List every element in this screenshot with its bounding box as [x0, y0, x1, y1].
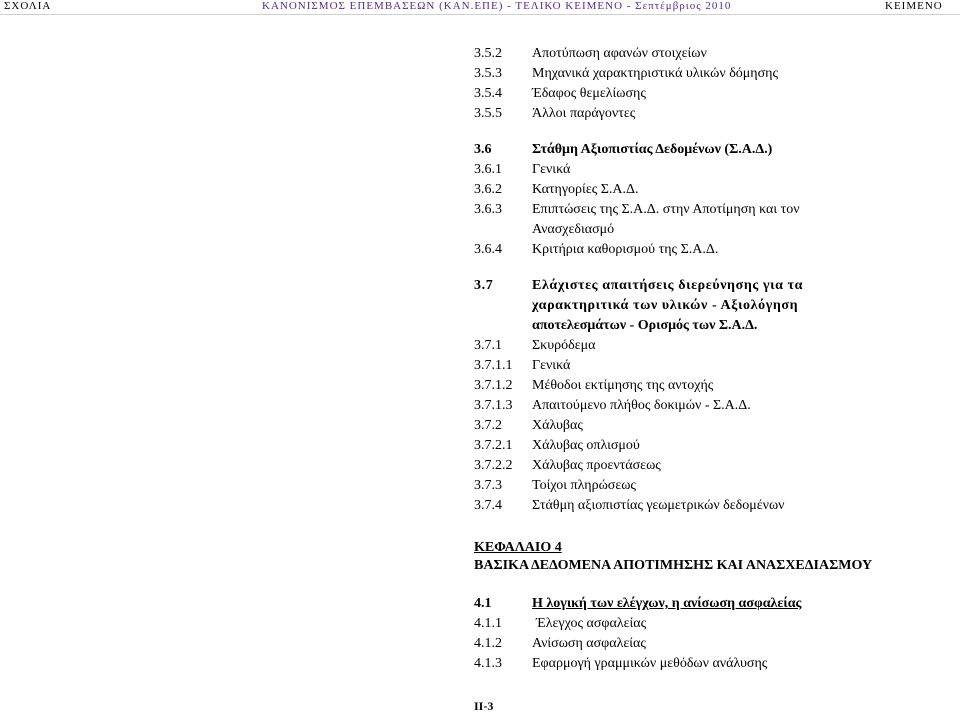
toc-entry-title: Η λογική των ελέγχων, η ανίσωση ασφαλείας: [532, 596, 802, 611]
toc-entry-3-6-1: [474, 160, 954, 180]
toc-section-3-7-continued-2: [474, 316, 954, 336]
toc-entry-title: Γενικά: [532, 358, 571, 373]
toc-entry-title: Τοίχοι πληρώσεως: [532, 478, 636, 493]
toc-entry-title: Κριτήρια καθορισμού της Σ.Α.Δ.: [532, 242, 719, 257]
toc-entry-3-5-4: [474, 84, 954, 104]
toc-entry-4-1-1: [474, 614, 954, 634]
toc-entry-number: 3.6.3: [474, 202, 502, 217]
toc-entry-title: χαρακτηριτικά των υλικών - Αξιολόγηση: [532, 298, 799, 313]
toc-entry-title: Έλεγχος ασφαλείας: [536, 616, 647, 631]
running-header: [0, 0, 960, 16]
toc-entry-3-7-1-3: [474, 396, 954, 416]
toc-entry-number: 3.7.2.2: [474, 458, 513, 473]
toc-entry-title: Χάλυβας οπλισμού: [532, 438, 640, 453]
toc-entry-3-6-2: [474, 180, 954, 200]
toc-entry-3-6-4: [474, 240, 954, 260]
page-number: ΙΙ-3: [474, 699, 494, 713]
toc-section-3-7-continued: [474, 296, 954, 316]
toc-entry-number: 3.7.1.3: [474, 398, 513, 413]
toc-entry-title: Μέθοδοι εκτίμησης της αντοχής: [532, 378, 714, 393]
toc-entry-3-6-3-continued: [474, 220, 954, 240]
toc-entry-title: Σκυρόδεμα: [532, 338, 596, 353]
toc-entry-title: Εφαρμογή γραμμικών μεθόδων ανάλυσης: [532, 656, 768, 671]
toc-entry-title: Στάθμη Αξιοπιστίας Δεδομένων (Σ.Α.Δ.): [532, 142, 773, 157]
toc-entry-number: 3.6: [474, 142, 492, 157]
header-divider: [0, 14, 960, 15]
toc-entry-number: 3.5.4: [474, 86, 502, 101]
toc-entry-3-7-2-2: [474, 456, 954, 476]
toc-entry-number: 3.7.4: [474, 498, 502, 513]
toc-entry-number: 3.6.2: [474, 182, 502, 197]
toc-entry-title: Χάλυβας προεντάσεως: [532, 458, 661, 473]
toc-entry-4-1-3: [474, 654, 954, 674]
toc-entry-3-7-2: [474, 416, 954, 436]
toc-entry-number: 4.1.3: [474, 656, 502, 671]
toc-entry-title: Χάλυβας: [532, 418, 583, 433]
toc-entry-title: Ελάχιστες απαιτήσεις διερεύνησης για τα: [532, 278, 804, 293]
header-document-title: ΚΑΝΟΝΙΣΜΟΣ ΕΠΕΜΒΑΣΕΩΝ (ΚΑΝ.ΕΠΕ) - ΤΕΛΙΚΟ ΚΕΙΜΕΝΟ - Σεπτέμβριος 2010: [262, 0, 732, 12]
toc-entry-number: 3.7.1: [474, 338, 502, 353]
toc-entry-number: 4.1.1: [474, 616, 502, 631]
toc-entry-3-6-3: [474, 200, 954, 220]
toc-entry-title: Ανίσωση ασφαλείας: [532, 636, 646, 651]
toc-entry-title: Ανασχεδιασμό: [532, 222, 615, 237]
toc-entry-3-7-1-1: [474, 356, 954, 376]
toc-entry-3-7-4: [474, 496, 954, 516]
toc-entry-title: Στάθμη αξιοπιστίας γεωμετρικών δεδομένων: [532, 498, 785, 513]
toc-entry-3-7-3: [474, 476, 954, 496]
toc-entry-4-1-2: [474, 634, 954, 654]
toc-entry-number: 3.6.1: [474, 162, 502, 177]
toc-entry-title: Απαιτούμενο πλήθος δοκιμών - Σ.Α.Δ.: [532, 398, 751, 413]
toc-entry-number: 3.6.4: [474, 242, 502, 257]
toc-entry-title: Γενικά: [532, 162, 571, 177]
toc-entry-number: 4.1.2: [474, 636, 502, 651]
toc-entry-number: 3.7.1.2: [474, 378, 513, 393]
toc-entry-title: Μηχανικά χαρακτηριστικά υλικών δόμησης: [532, 66, 779, 81]
chapter-label: ΚΕΦΑΛΑΙΟ 4: [474, 540, 562, 555]
header-right-label: ΚΕΙΜΕΝΟ: [885, 0, 943, 12]
toc-section-3-7: [474, 276, 954, 296]
toc-entry-number: 3.7: [474, 278, 494, 293]
toc-entry-title: αποτελεσμάτων - Ορισμός των Σ.Α.Δ.: [532, 318, 758, 333]
chapter-title: ΒΑΣΙΚΑ ΔΕΔΟΜΕΝΑ ΑΠΟΤΙΜΗΣΗΣ ΚΑΙ ΑΝΑΣΧΕΔΙΑΣΜΟΥ: [474, 558, 873, 573]
toc-entry-title: Επιπτώσεις της Σ.Α.Δ. στην Αποτίμηση και τον: [532, 202, 800, 217]
toc-entry-number: 3.7.2.1: [474, 438, 513, 453]
toc-entry-number: 3.7.1.1: [474, 358, 513, 373]
toc-entry-number: 3.7.3: [474, 478, 502, 493]
toc-entry-title: Άλλοι παράγοντες: [532, 106, 636, 121]
toc-entry-3-7-1-2: [474, 376, 954, 396]
toc-entry-3-7-1: [474, 336, 954, 356]
toc-entry-title: Κατηγορίες Σ.Α.Δ.: [532, 182, 639, 197]
toc-entry-3-5-5: [474, 104, 954, 124]
toc-entry-number: 3.7.2: [474, 418, 502, 433]
toc-entry-title: Έδαφος θεμελίωσης: [532, 86, 646, 101]
toc-entry-3-5-2: [474, 44, 954, 64]
toc-entry-3-7-2-1: [474, 436, 954, 456]
toc-entry-title: Αποτύπωση αφανών στοιχείων: [532, 46, 707, 61]
toc-entry-3-5-3: [474, 64, 954, 84]
toc-section-4-1: [474, 594, 954, 614]
toc-entry-number: 3.5.3: [474, 66, 502, 81]
toc-entry-number: 4.1: [474, 596, 492, 611]
toc-entry-number: 3.5.2: [474, 46, 502, 61]
toc-entry-number: 3.5.5: [474, 106, 502, 121]
header-left-label: ΣΧΟΛΙΑ: [4, 0, 52, 12]
toc-section-3-6: [474, 140, 954, 160]
